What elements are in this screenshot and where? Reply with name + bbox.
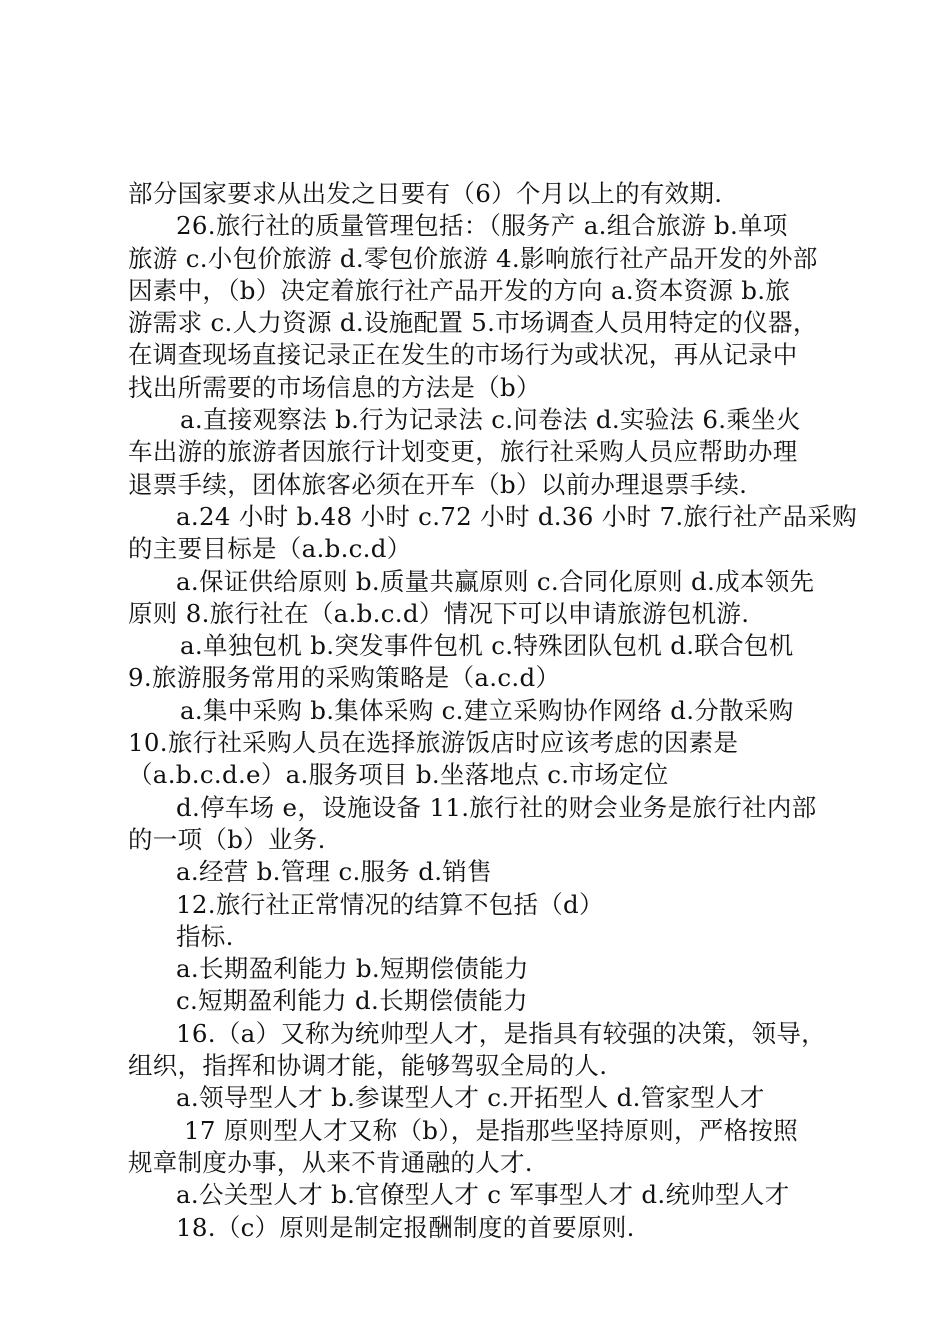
text-line: a.经营 b.管理 c.服务 d.销售: [176, 857, 492, 887]
text-line: 17 原则型人才又称（b），是指那些坚持原则，严格按照: [184, 1115, 798, 1145]
text-line: 车出游的旅游者因旅行计划变更，旅行社采购人员应帮助办理: [128, 437, 798, 467]
text-line: 指标.: [176, 921, 234, 951]
text-line: 18.（c）原则是制定报酬制度的首要原则.: [176, 1212, 635, 1242]
text-line: 因素中，（b）决定着旅行社产品开发的方向 a.资本资源 b.旅: [128, 275, 791, 305]
text-line: （a.b.c.d.e）a.服务项目 b.坐落地点 c.市场定位: [128, 760, 669, 790]
text-line: 9.旅游服务常用的采购策略是（a.c.d）: [128, 663, 561, 693]
text-line: 组织，指挥和协调才能，能够驾驭全局的人.: [128, 1051, 608, 1081]
text-line: 的一项（b）业务.: [128, 824, 326, 854]
text-line: 部分国家要求从出发之日要有（6）个月以上的有效期.: [128, 179, 723, 208]
text-line: 10.旅行社采购人员在选择旅游饭店时应该考虑的因素是: [128, 728, 739, 758]
text-line: 游需求 c.人力资源 d.设施配置 5.市场调查人员用特定的仪器，: [128, 308, 818, 338]
document-body: [128, 178, 858, 1244]
text-line: c.短期盈利能力 d.长期偿债能力: [176, 986, 528, 1016]
text-line: 规章制度办事，从来不肯通融的人才.: [128, 1147, 533, 1177]
text-line: a.直接观察法 b.行为记录法 c.问卷法 d.实验法 6.乘坐火: [180, 405, 801, 435]
text-line: 的主要目标是（a.b.c.d）: [128, 534, 412, 564]
text-line: 退票手续，团体旅客必须在开车（b）以前办理退票手续.: [128, 469, 748, 499]
text-line: 找出所需要的市场信息的方法是（b）: [128, 372, 541, 402]
text-line: a.长期盈利能力 b.短期偿债能力: [176, 954, 529, 984]
text-line: a.保证供给原则 b.质量共赢原则 c.合同化原则 d.成本领先: [176, 566, 815, 596]
text-line: a.领导型人才 b.参谋型人才 c.开拓型人 d.管家型人才: [176, 1083, 765, 1113]
text-line: a.单独包机 b.突发事件包机 c.特殊团队包机 d.联合包机: [180, 631, 794, 661]
text-line: 在调查现场直接记录正在发生的市场行为或状况，再从记录中: [128, 340, 798, 370]
text-line: 原则 8.旅行社在（a.b.c.d）情况下可以申请旅游包机游.: [128, 598, 750, 628]
text-line: 旅游 c.小包价旅游 d.零包价旅游 4.影响旅行社产品开发的外部: [128, 243, 818, 273]
text-line: a.集中采购 b.集体采购 c.建立采购协作网络 d.分散采购: [180, 695, 794, 725]
text-line: a.公关型人才 b.官僚型人才 c 军事型人才 d.统帅型人才: [176, 1180, 790, 1210]
text-line: 12.旅行社正常情况的结算不包括（d）: [176, 889, 604, 919]
text-line: 16.（a）又称为统帅型人才，是指具有较强的决策，领导，: [176, 1018, 826, 1048]
text-line: a.24 小时 b.48 小时 c.72 小时 d.36 小时 7.旅行社产品采购: [176, 501, 858, 531]
text-line: d.停车场 e，设施设备 11.旅行社的财会业务是旅行社内部: [176, 792, 817, 822]
text-line: 26.旅行社的质量管理包括：（服务产 a.组合旅游 b.单项: [176, 211, 788, 241]
